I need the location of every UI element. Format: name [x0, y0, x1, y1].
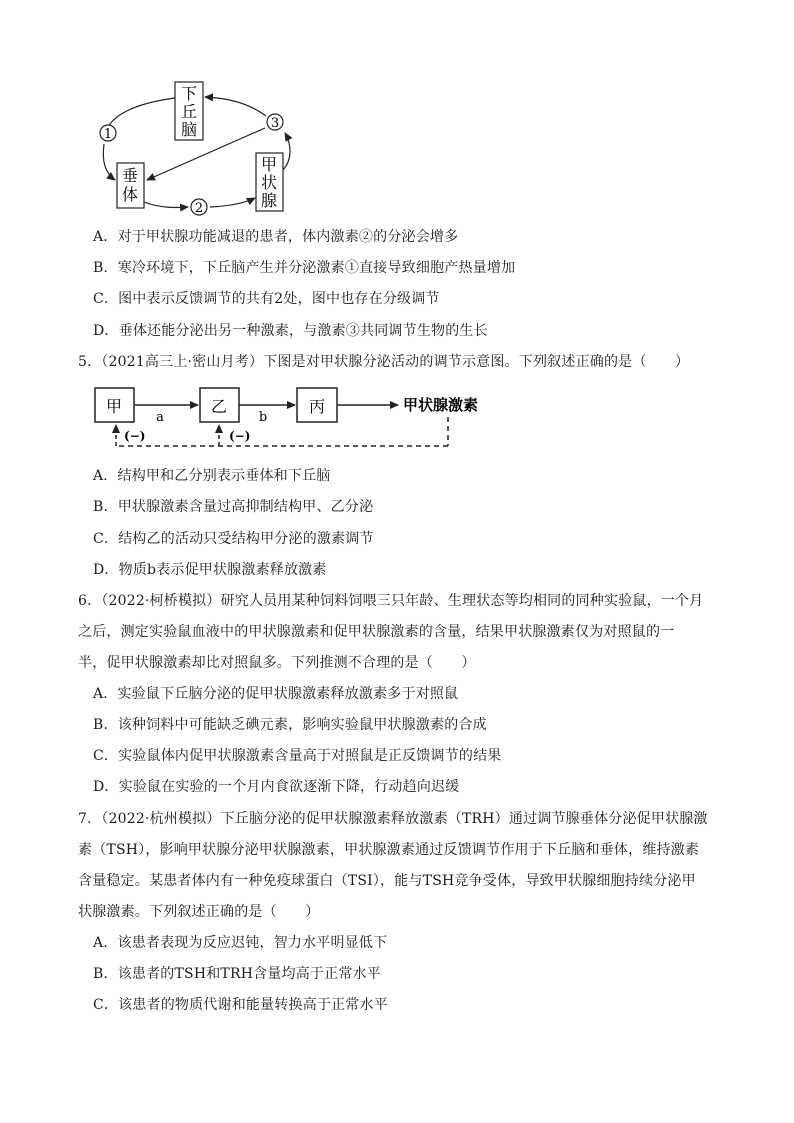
- q5-stem: 5．（2021高三上·密山月考）下图是对甲状腺分泌活动的调节示意图。下列叙述正确的是（ ）: [78, 354, 690, 370]
- marker-1-label: 1: [103, 127, 113, 142]
- hypothalamus-char-1: 下: [180, 84, 198, 103]
- neg-label-2: (−): [229, 429, 251, 443]
- arrow-3-to-hypothalamus: [205, 97, 266, 116]
- q6-option-d: D．实验鼠在实验的一个月内食欲逐渐下降，行动趋向迟缓: [93, 779, 460, 795]
- q7-stem-line-1: 7．（2022·杭州模拟）下丘脑分泌的促甲状腺激素释放激素（TRH）通过调节腺垂体分泌促甲状腺激: [78, 811, 708, 827]
- q6-stem-line-2: 之后，测定实验鼠血液中的甲状腺激素和促甲状腺激素的含量，结果甲状腺激素仅为对照鼠的一: [78, 624, 675, 640]
- output-label: 甲状腺激素: [403, 396, 479, 414]
- hypothalamus-char-3: 脑: [180, 120, 198, 139]
- q6-stem-line-1: 6．（2022·柯桥模拟）研究人员用某种饲料饲喂三只年龄、生理状态等均相同的同种实验鼠，一个月: [78, 593, 704, 609]
- q5-option-c: C．结构乙的活动只受结构甲分泌的激素调节: [93, 531, 374, 547]
- arrow-3-to-pituitary: [147, 128, 265, 180]
- q7-option-a: A．该患者表现为反应迟钝，智力水平明显低下: [93, 935, 388, 951]
- q7-stem-line-4: 状腺激素。下列叙述正确的是（ ）: [78, 904, 320, 920]
- hypothalamus-char-2: 丘: [180, 102, 198, 121]
- regulation-diagram: [0, 385, 794, 455]
- box-yi-label: 乙: [210, 397, 228, 416]
- pituitary-char-2: 体: [121, 185, 139, 204]
- pituitary-char-1: 垂: [121, 166, 139, 185]
- arrow-pituitary-to-thyroid: [144, 202, 188, 207]
- neg-label-1: (−): [124, 429, 146, 443]
- q4-option-d: D．垂体还能分泌出另一种激素，与激素③共同调节生物的生长: [93, 323, 488, 339]
- q6-option-c: C．实验鼠体内促甲状腺激素含量高于对照鼠是正反馈调节的结果: [93, 748, 502, 764]
- marker-2-label: 2: [194, 201, 204, 216]
- arrow-hypothalamus-to-pituitary-lower: [103, 144, 115, 180]
- q6-stem-line-3: 半，促甲状腺激素却比对照鼠多。下列推测不合理的是（ ）: [78, 655, 476, 671]
- thyroid-char-2: 状: [260, 173, 278, 192]
- q5-option-a: A．结构甲和乙分别表示垂体和下丘脑: [93, 468, 331, 484]
- q5-option-d: D．物质b表示促甲状腺激素释放激素: [93, 562, 327, 578]
- feedback-diagram: [0, 0, 794, 220]
- q5-option-b: B．甲状腺激素含量过高抑制结构甲、乙分泌: [93, 499, 374, 515]
- q7-stem-line-2: 素（TSH），影响甲状腺分泌甲状腺激素，甲状腺激素通过反馈调节作用于下丘脑和垂体，维持激素: [78, 842, 700, 858]
- marker-3-label: 3: [270, 116, 280, 131]
- q7-option-c: C．该患者的物质代谢和能量转换高于正常水平: [93, 997, 388, 1013]
- q4-option-b: B．寒冷环境下，下丘脑产生并分泌激素①直接导致细胞产热量增加: [93, 260, 516, 276]
- arrow-hypothalamus-to-pituitary: [106, 98, 175, 134]
- label-a: a: [156, 410, 164, 425]
- box-bing-label: 丙: [308, 397, 326, 416]
- box-jia-label: 甲: [105, 397, 123, 416]
- arrow-thyroid-to-3: [283, 133, 290, 170]
- thyroid-char-1: 甲: [260, 155, 278, 174]
- q4-option-c: C．图中表示反馈调节的共有2处，图中也存在分级调节: [93, 291, 440, 307]
- q7-stem-line-3: 含量稳定。某患者体内有一种免疫球蛋白（TSI），能与TSH竞争受体，导致甲状腺细胞持续分泌甲: [78, 873, 696, 889]
- q7-option-b: B．该患者的TSH和TRH含量均高于正常水平: [93, 966, 381, 982]
- arrow-pituitary-to-thyroid-right: [210, 198, 255, 207]
- q4-option-a: A．对于甲状腺功能减退的患者，体内激素②的分泌会增多: [93, 229, 459, 245]
- q6-option-a: A．实验鼠下丘脑分泌的促甲状腺激素释放激素多于对照鼠: [93, 686, 459, 702]
- label-b: b: [258, 410, 268, 425]
- thyroid-char-3: 腺: [260, 191, 278, 210]
- q6-option-b: B．该种饲料中可能缺乏碘元素，影响实验鼠甲状腺激素的合成: [93, 717, 487, 733]
